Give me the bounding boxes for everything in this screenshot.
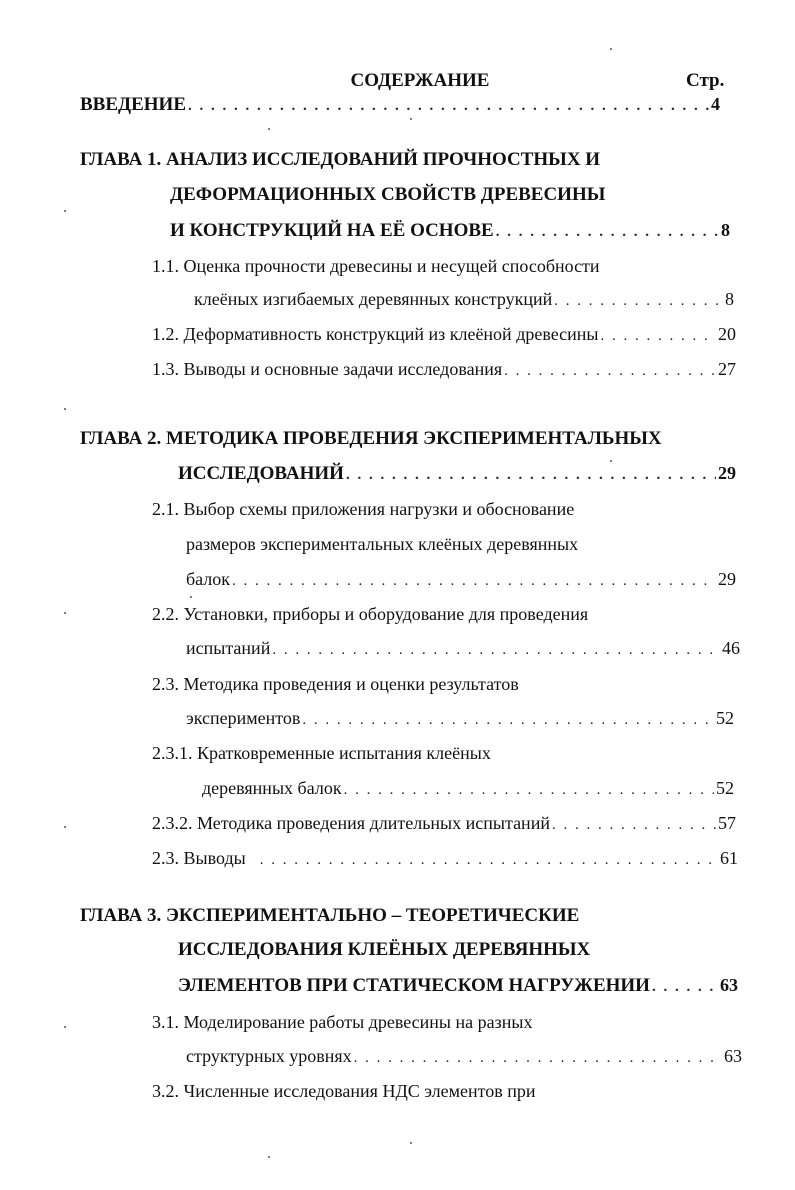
section-heading[interactable]: 2.2. Установки, приборы и оборудование для проведения (152, 604, 589, 624)
toc-entry-page: 4 (711, 94, 720, 114)
toc-entry-1-2[interactable] (152, 320, 736, 348)
page-column-header: Стр. (686, 70, 725, 91)
toc-entry-text: 2.3.2. Методика проведения длительных испытаний (152, 813, 550, 833)
toc-entry-1-1[interactable] (194, 285, 734, 313)
toc-entry-text: клеёных изгибаемых деревянных конструкций (194, 289, 553, 309)
leader-dots (496, 218, 719, 246)
toc-entry-page: 29 (718, 569, 736, 589)
section-heading[interactable]: 1.1. Оценка прочности древесины и несущей способности (152, 256, 600, 276)
chapter-heading[interactable]: ГЛАВА 2. МЕТОДИКА ПРОВЕДЕНИЯ ЭКСПЕРИМЕНТАЛЬНЫХ (80, 428, 662, 449)
toc-entry-2-3-1[interactable] (202, 774, 734, 802)
leader-dots (272, 636, 720, 664)
toc-entry-text: балок (186, 569, 231, 589)
toc-entry-2-2[interactable] (186, 634, 740, 662)
leader-dots (346, 461, 716, 489)
chapter-heading[interactable]: ИССЛЕДОВАНИЯ КЛЕЁНЫХ ДЕРЕВЯННЫХ (178, 939, 591, 960)
scan-speck (64, 210, 66, 212)
leader-dots (344, 776, 714, 804)
toc-entry-page: 20 (718, 324, 736, 344)
scan-speck (410, 1142, 412, 1144)
scan-speck (190, 596, 192, 598)
toc-entry-text: 2.3. Выводы (152, 848, 246, 868)
toc-entry-2-1[interactable] (186, 565, 736, 593)
section-heading[interactable]: 2.3. Методика проведения и оценки результатов (152, 674, 519, 694)
chapter-heading[interactable]: ГЛАВА 1. АНАЛИЗ ИССЛЕДОВАНИЙ ПРОЧНОСТНЫХ И (80, 149, 601, 170)
leader-dots (188, 92, 709, 120)
toc-entry-page: 46 (722, 638, 740, 658)
toc-title: СОДЕРЖАНИЕ (350, 70, 490, 91)
toc-entry-1-3[interactable] (152, 355, 736, 383)
toc-entry-page: 52 (716, 778, 734, 798)
scan-speck (64, 1026, 66, 1028)
toc-entry-page: 63 (720, 975, 738, 995)
scan-speck (610, 48, 612, 50)
toc-entry-text: структурных уровнях (186, 1046, 352, 1066)
section-heading[interactable]: 2.3.1. Кратковременные испытания клеёных (152, 743, 491, 763)
toc-entry-text: ЭЛЕМЕНТОВ ПРИ СТАТИЧЕСКОМ НАГРУЖЕНИИ (178, 975, 650, 996)
section-heading[interactable]: 3.1. Моделирование работы древесины на разных (152, 1012, 533, 1032)
leader-dots (260, 846, 718, 874)
toc-entry-text: 1.3. Выводы и основные задачи исследования (152, 359, 503, 379)
toc-entry-page: 8 (725, 289, 734, 309)
toc-entry-page: 8 (721, 220, 730, 240)
leader-dots (504, 357, 716, 385)
toc-entry-text: И КОНСТРУКЦИЙ НА ЕЁ ОСНОВЕ (170, 220, 494, 241)
leader-dots (354, 1044, 722, 1072)
scan-speck (268, 128, 270, 130)
toc-entry-ch2[interactable] (178, 459, 736, 487)
leader-dots (554, 287, 723, 315)
toc-entry-2-conclusions[interactable] (152, 844, 738, 872)
toc-entry-page: 52 (716, 708, 734, 728)
toc-entry-text: деревянных балок (202, 778, 342, 798)
scan-speck (268, 1156, 270, 1158)
toc-entry-page: 57 (718, 813, 736, 833)
toc-entry-ch1[interactable] (170, 216, 730, 244)
toc-entry-page: 61 (720, 848, 738, 868)
scan-speck (64, 826, 66, 828)
toc-entry-text: ИССЛЕДОВАНИЙ (178, 463, 344, 484)
toc-entry-text: испытаний (186, 638, 271, 658)
toc-entry-ch3[interactable] (178, 971, 738, 999)
toc-entry-2-3[interactable] (186, 704, 734, 732)
toc-entry-3-1[interactable] (186, 1042, 742, 1070)
toc-entry-text: ВВЕДЕНИЕ (80, 94, 186, 115)
toc-entry-text: 1.2. Деформативность конструкций из клеёной древесины (152, 324, 599, 344)
toc-entry-page: 63 (724, 1046, 742, 1066)
section-heading[interactable]: 3.2. Численные исследования НДС элементов при (152, 1081, 536, 1101)
toc-entry-text: экспериментов (186, 708, 301, 728)
scan-speck (64, 408, 66, 410)
chapter-heading[interactable]: ДЕФОРМАЦИОННЫХ СВОЙСТВ ДРЕВЕСИНЫ (170, 184, 606, 205)
leader-dots (232, 567, 716, 595)
leader-dots (302, 706, 714, 734)
toc-entry-intro[interactable] (80, 90, 720, 118)
leader-dots (652, 973, 718, 1001)
leader-dots (601, 322, 716, 350)
section-heading[interactable]: 2.1. Выбор схемы приложения нагрузки и обоснование (152, 499, 575, 519)
scan-speck (410, 118, 412, 120)
toc-entry-2-3-2[interactable] (152, 809, 736, 837)
scan-speck (64, 612, 66, 614)
toc-entry-page: 27 (718, 359, 736, 379)
chapter-heading[interactable]: ГЛАВА 3. ЭКСПЕРИМЕНТАЛЬНО – ТЕОРЕТИЧЕСКИЕ (80, 905, 580, 926)
section-heading[interactable]: размеров экспериментальных клеёных деревянных (186, 534, 579, 554)
leader-dots (552, 811, 716, 839)
toc-entry-page: 29 (718, 463, 736, 483)
scan-speck (610, 460, 612, 462)
